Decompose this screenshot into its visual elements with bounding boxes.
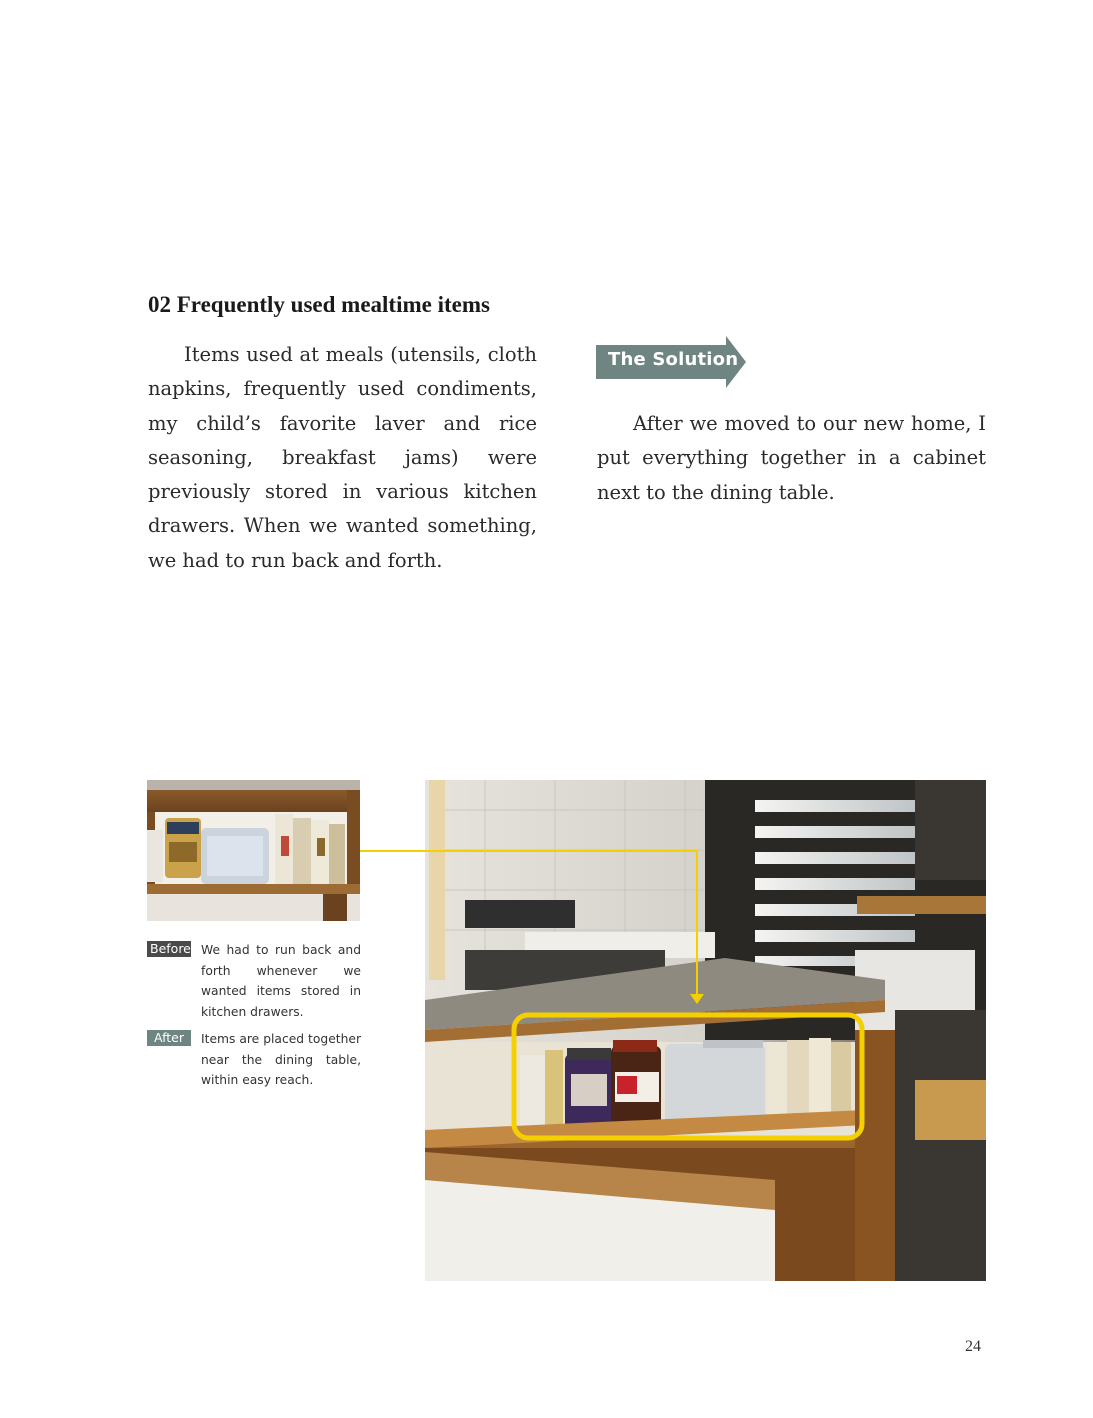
solution-paragraph: [597, 407, 986, 510]
after-text: Items are placed together near the dining table, within easy reach.: [201, 1032, 361, 1087]
after-tag: After: [147, 1030, 191, 1046]
problem-paragraph: [148, 338, 537, 578]
after-photo: [425, 780, 986, 1281]
before-tag: Before: [147, 941, 191, 957]
solution-label: The Solution: [608, 349, 739, 370]
after-caption: [147, 1029, 361, 1091]
solution-text: After we moved to our new home, I put everything together in a cabinet next to the dining table.: [597, 412, 986, 504]
problem-text: Items used at meals (utensils, cloth napkins, frequently used condiments, my child’s favorite laver and rice seasoning, breakfast jams) were previously stored in various kitchen drawers. When we wanted something, we had to run back and forth.: [148, 343, 537, 572]
before-text: We had to run back and forth whenever we wanted items stored in kitchen drawers.: [201, 943, 361, 1019]
before-photo: [147, 780, 360, 921]
section-heading: 02 Frequently used mealtime items: [148, 292, 490, 317]
solution-tag: [596, 336, 746, 388]
before-caption: [147, 940, 361, 1024]
page-number: 24: [965, 1338, 981, 1355]
